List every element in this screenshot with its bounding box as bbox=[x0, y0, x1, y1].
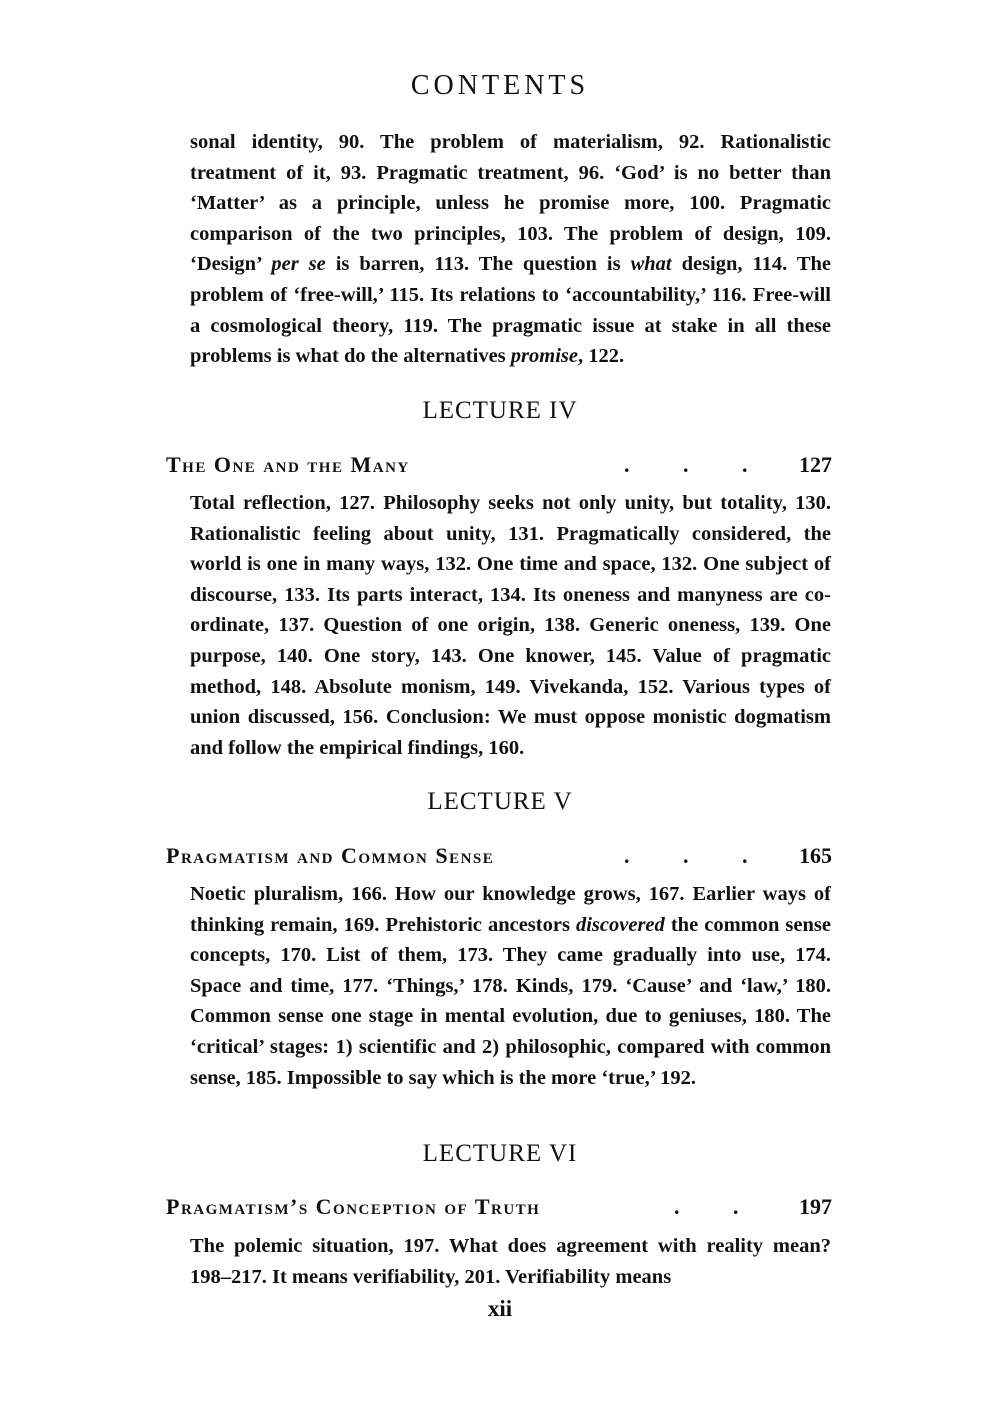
lecture-iv-page-number: 127 bbox=[799, 452, 832, 477]
lecture-v-page-number: 165 bbox=[799, 843, 832, 868]
lecture-vi-page-number: 197 bbox=[799, 1194, 832, 1219]
summary-italic-text: promise bbox=[510, 345, 578, 368]
running-title: CONTENTS bbox=[410, 70, 590, 101]
summary-text: , 122. bbox=[578, 345, 625, 368]
lecture-v-heading: LECTURE V bbox=[427, 788, 573, 815]
lecture-v-summary bbox=[190, 879, 831, 1093]
lecture-iv-summary: Total reflection, 127. Philosophy seeks not only unity, but totality, 130. Rationalistic feeling about unity, 131. Pragmatically considered, the world is one in many ways, 132. One time and space, 132. One subject of discourse, 133. Its parts interact, 134. Its oneness and manyness are co-ordinate, 137. Question of one origin, 138. Generic oneness, 139. One purpose, 140. One story, 143. One knower, 145. Value of pragmatic method, 148. Absolute monism, 149. Vivekanda, 152. Various types of union discussed, 156. Conclusion: We must oppose monistic dogmatism and follow the empirical findings, 160. bbox=[190, 492, 831, 759]
continued-summary-paragraph bbox=[190, 127, 831, 372]
summary-text: the common sense concepts, 170. List of them, 173. They came gradually into use, 174. Space and time, 177. ‘Things,’ 178. Kinds, 179. ‘Cause’ and ‘law,’ 180. Common sense one stage in mental evolution, due to geniuses, 180. The ‘critical’ stages: 1) scientific and 2) philosophic, compared with common sense, 185. Impossible to say which is the more ‘true,’ 192. bbox=[190, 913, 831, 1089]
summary-italic-text: discovered bbox=[575, 913, 665, 936]
lecture-vi-title: Pragmatism’s Conception of Truth bbox=[166, 1194, 541, 1219]
summary-text: is barren, 113. The question is bbox=[325, 253, 631, 276]
leader-dots: . . bbox=[674, 1194, 763, 1219]
summary-italic-text: what bbox=[630, 253, 672, 276]
summary-text: design, 114. The problem of ‘free-will,’ 115. Its relations to ‘accountability,’ 116. Free-will a cosmological theory, 119. The pragmatic issue at stake in all these problems is what do the alternatives bbox=[190, 253, 831, 368]
summary-italic-text: per se bbox=[271, 253, 326, 276]
toc-entry-lecture-vi bbox=[166, 1194, 832, 1224]
lecture-v-title: Pragmatism and Common Sense bbox=[166, 843, 495, 868]
lecture-iv-title: The One and the Many bbox=[166, 452, 410, 477]
lecture-vi-heading: LECTURE VI bbox=[422, 1140, 578, 1167]
toc-entry-lecture-iv bbox=[166, 452, 832, 482]
lecture-iv-heading: LECTURE IV bbox=[422, 397, 578, 424]
lecture-vi-summary: The polemic situation, 197. What does agreement with reality mean? 198–217. It means verifiability, 201. Verifiability means bbox=[190, 1235, 831, 1288]
page-folio: xii bbox=[487, 1296, 513, 1321]
toc-entry-lecture-v bbox=[166, 843, 832, 873]
summary-text: Noetic pluralism, 166. How our knowledge grows, 167. Earlier ways of thinking remain, 169. Prehistoric ancestors bbox=[190, 883, 831, 936]
leader-dots: . . . bbox=[624, 843, 772, 868]
summary-text: sonal identity, 90. The problem of materialism, 92. Rationalistic treatment of it, 93. Pragmatic treatment, 96. ‘God’ is no better than ‘Matter’ as a principle, unless he promise more, 100. Pragmatic comparison of the two principles, 103. The problem of design, 109. ‘Design’ bbox=[190, 131, 831, 276]
leader-dots: . . . bbox=[624, 452, 772, 477]
